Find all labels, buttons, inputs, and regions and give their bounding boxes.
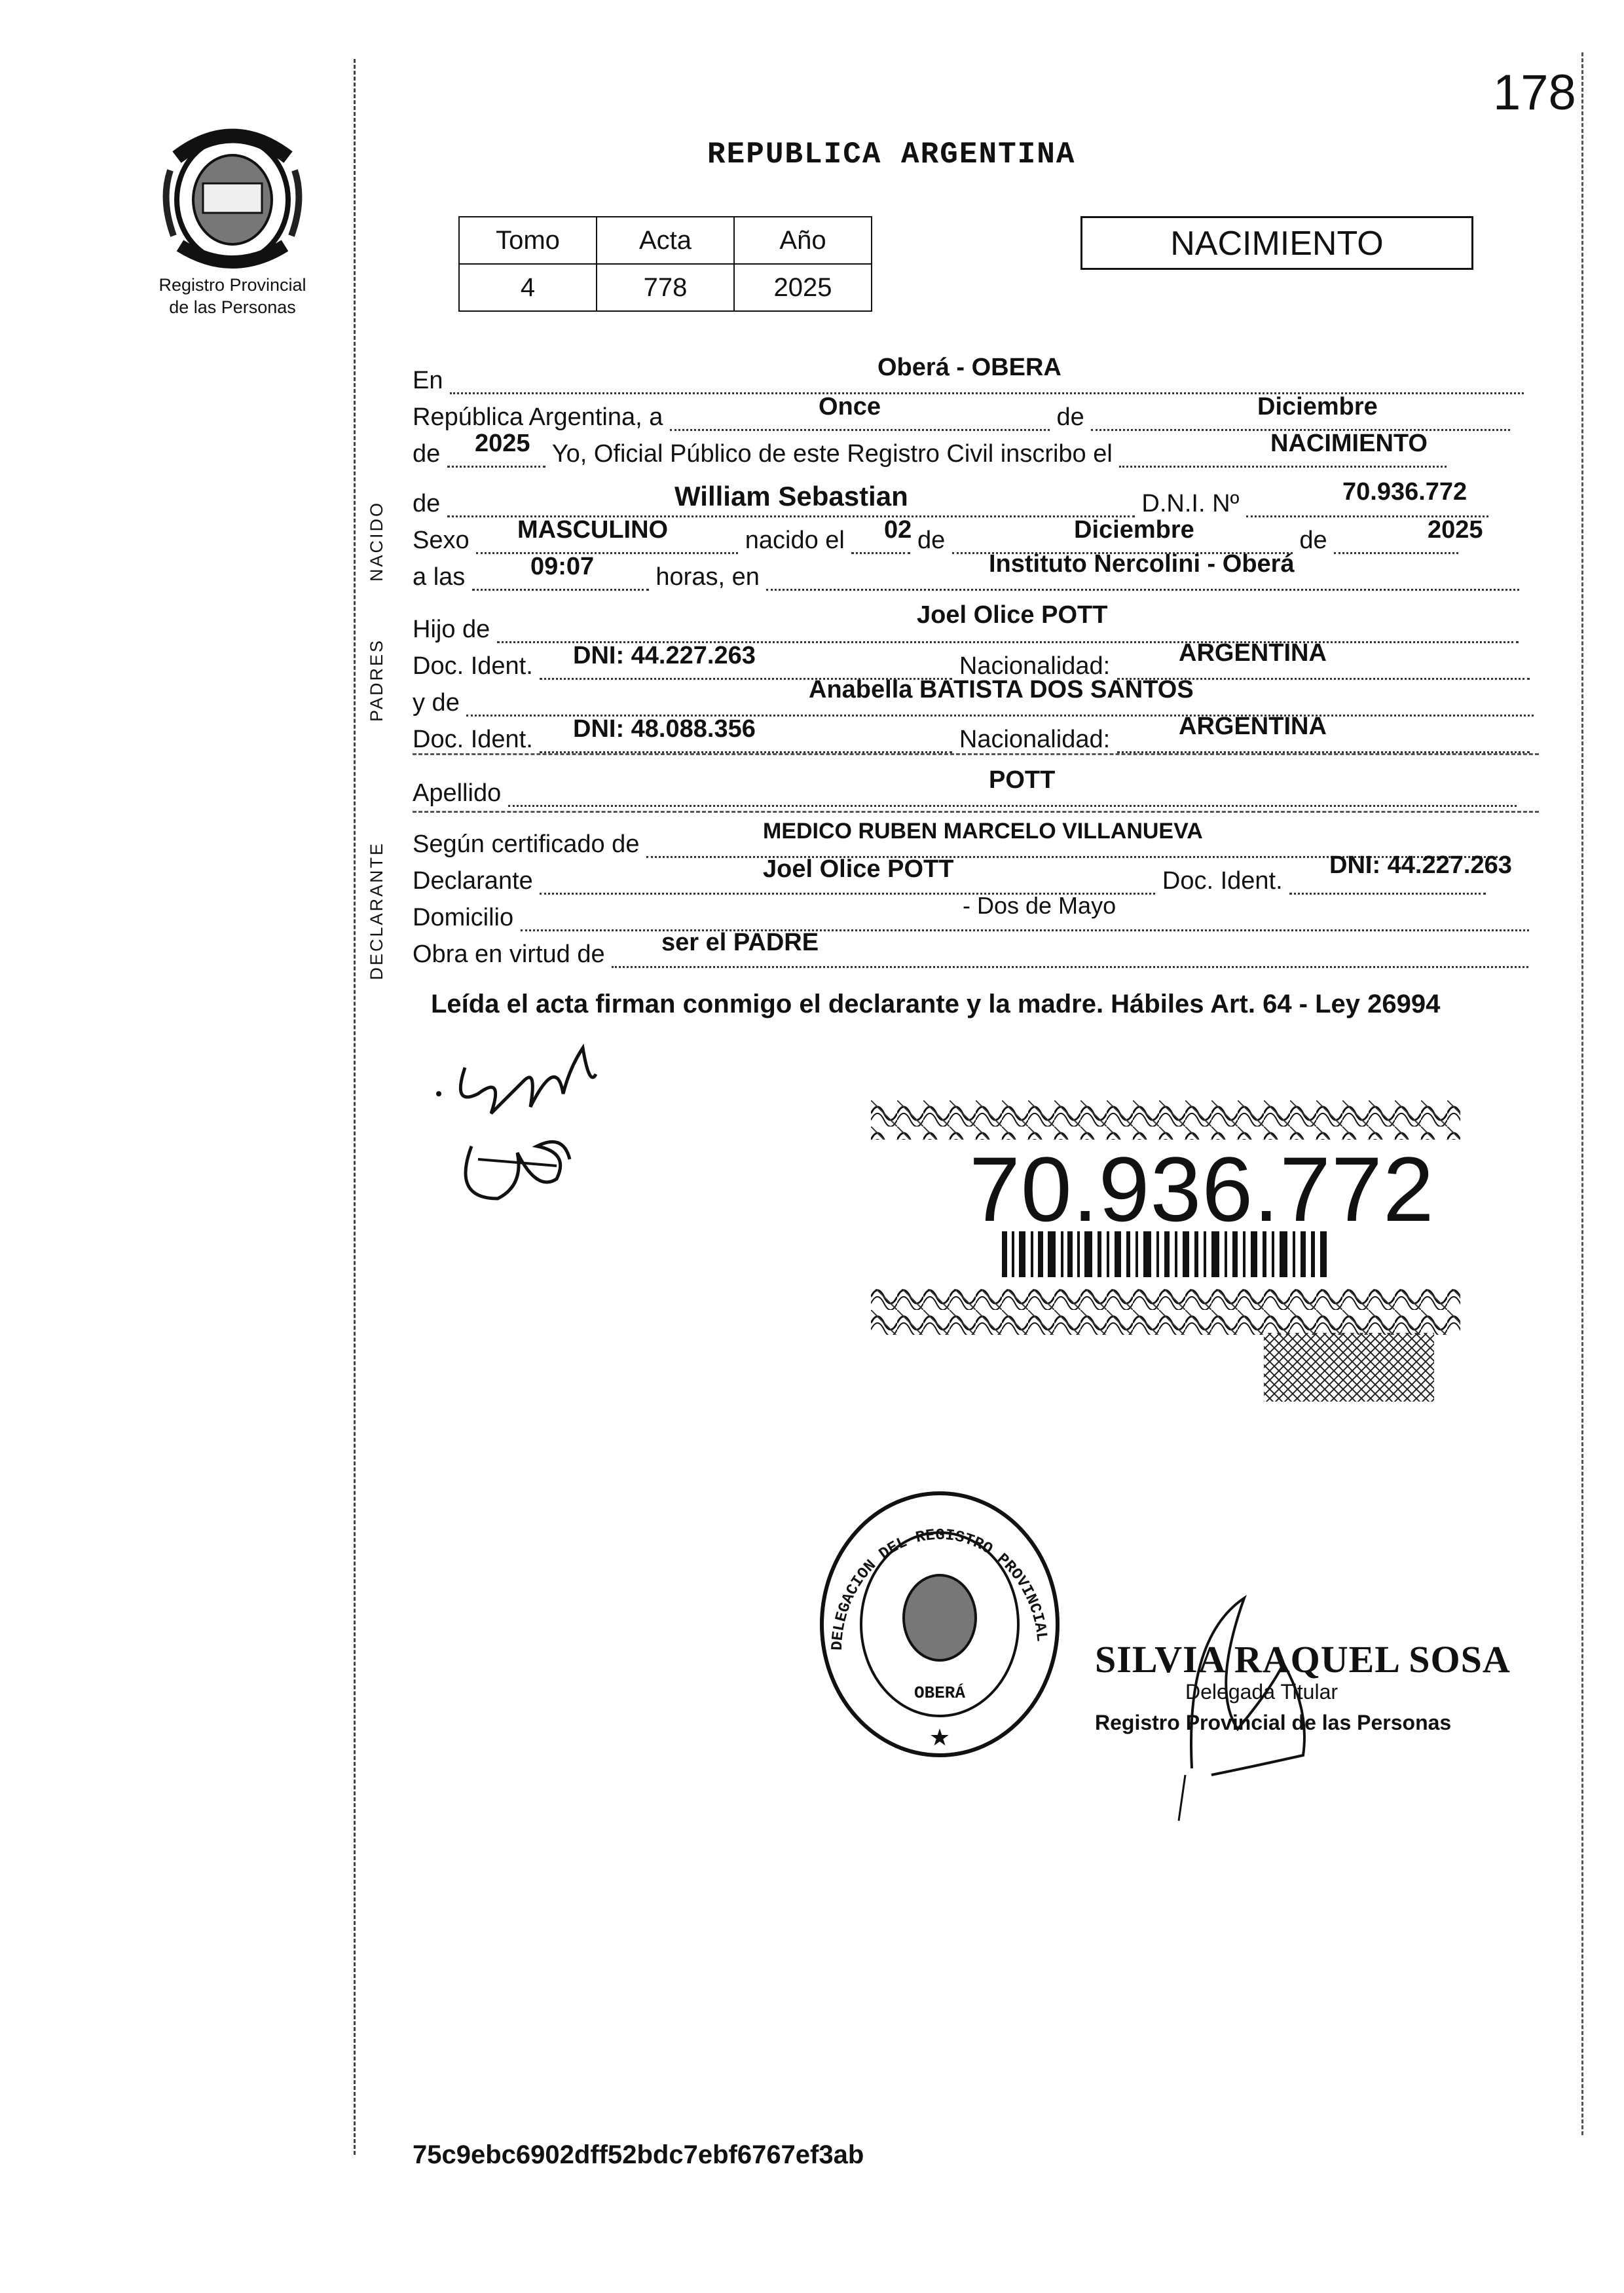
page-number: 178 [1493,65,1576,121]
value-anio-nac: 2025 [1428,516,1483,544]
label-de-anio: de [413,440,441,468]
value-lugar-nac: Instituto Nercolini - Oberá [989,550,1295,578]
label-de-dia: de [917,527,946,554]
page-edge-mark [1581,52,1583,2135]
label-doc-ident2: Doc. Ident. [413,726,533,753]
value-certificado: MEDICO RUBEN MARCELO VILLANUEVA [763,819,1203,844]
province-coat-of-arms-logo [157,118,308,275]
label-horas-en: horas, en [655,563,760,591]
document-hash: 75c9ebc6902dff52bdc7ebf6767ef3ab [413,2140,864,2169]
value-dni: 70.936.772 [1342,478,1467,506]
value-padre-nac: ARGENTINA [1179,639,1327,667]
record-table-header: Acta [597,217,734,264]
line-obra-virtud [413,941,1528,968]
label-doc-ident: Doc. Ident. [413,652,533,680]
signer-name: SILVIA RAQUEL SOSA [1095,1638,1511,1681]
value-mes-nac: Diciembre [1074,516,1194,544]
seal-city: OBERÁ [913,1683,966,1703]
record-table-header: Año [734,217,872,264]
section-label-declarante: DECLARANTE [367,842,386,980]
label-apellido: Apellido [413,779,502,807]
label-de-anio2: de [1299,527,1327,554]
label-nacionalidad2: Nacionalidad: [959,726,1111,753]
value-padre: Joel Olice POTT [917,601,1108,629]
value-hora: 09:07 [530,553,595,580]
record-table-value: 4 [459,264,597,311]
record-table-value-row [459,264,872,311]
value-mes: Diciembre [1257,393,1378,420]
registry-caption-line2: de las Personas [169,297,296,317]
label-nacido-el: nacido el [745,527,845,554]
label-en: En [413,367,443,394]
label-dni: D.N.I. Nº [1141,490,1240,517]
section-separator [413,811,1539,813]
declarant-signatures [426,1028,635,1225]
record-table-header-row [459,217,872,264]
label-yo-oficial: Yo, Oficial Público de este Registro Civil inscribo el [551,440,1113,468]
record-table-value: 2025 [734,264,872,311]
section-label-nacido: NACIDO [367,501,386,582]
value-dia-texto: Once [819,393,881,420]
signer-org: Registro Provincial de las Personas [1095,1711,1452,1734]
value-obra: ser el PADRE [661,929,819,956]
label-nacionalidad: Nacionalidad: [959,652,1111,680]
label-segun-certificado: Según certificado de [413,830,640,858]
page-title: REPUBLICA ARGENTINA [707,138,1076,172]
label-y-de: y de [413,689,460,717]
value-padre-doc: DNI: 44.227.263 [573,642,756,669]
label-a-las: a las [413,563,466,591]
value-dia-nac: 02 [884,516,912,544]
left-margin-line [354,59,356,2155]
label-republica: República Argentina, a [413,403,663,431]
value-acto: NACIMIENTO [1270,430,1428,457]
label-de-nombre: de [413,490,441,517]
value-sexo: MASCULINO [517,516,669,544]
official-seal [815,1487,1064,1762]
value-declarante: Joel Olice POTT [763,855,954,883]
section-separator [413,753,1539,755]
line-de-nombre [413,490,1488,517]
record-table [458,216,872,312]
label-declarante: Declarante [413,867,533,895]
seal-ring-text: DELEGACION DEL REGISTRO PROVINCIAL [828,1526,1050,1651]
label-sexo: Sexo [413,527,470,554]
label-de-mes: de [1056,403,1084,431]
value-apellido: POTT [989,766,1056,794]
signer-role: Delegada Titular [1185,1680,1338,1704]
value-anio: 2025 [475,430,530,457]
line-apellido [413,779,1517,807]
value-nombre: William Sebastian [674,481,908,512]
value-madre: Anabella BATISTA DOS SANTOS [809,676,1194,703]
svg-text:★: ★ [929,1724,951,1751]
label-hijo-de: Hijo de [413,616,490,643]
label-obra-virtud: Obra en virtud de [413,941,605,968]
registry-caption [124,274,341,318]
record-type-box: NACIMIENTO [1080,216,1473,270]
value-madre-doc: DNI: 48.088.356 [573,715,756,743]
value-domicilio: - Dos de Mayo [963,892,1116,919]
record-table-value: 778 [597,264,734,311]
registry-caption-line1: Registro Provincial [158,275,306,295]
barcode-dni-number: 70.936.772 [969,1138,1435,1240]
value-declarante-doc: DNI: 44.227.263 [1329,851,1512,879]
label-domicilio: Domicilio [413,904,514,931]
record-table-header: Tomo [459,217,597,264]
value-madre-nac: ARGENTINA [1179,713,1327,740]
closing-statement: Leída el acta firman conmigo el declarante y la madre. Hábiles Art. 64 - Ley 26994 [431,990,1441,1018]
value-lugar: Oberá - OBERA [877,354,1061,381]
label-doc-ident3: Doc. Ident. [1162,867,1283,895]
section-label-padres: PADRES [367,639,386,722]
